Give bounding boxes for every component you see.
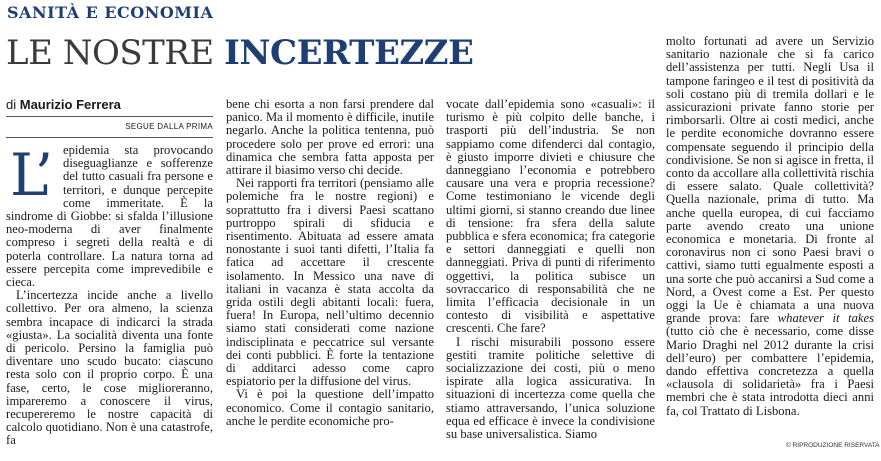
author-name: Maurizio Ferrera — [19, 97, 121, 112]
paragraph: Nei rapporti fra territori (pensiamo alle polemiche fra le nostre regioni) e soprattutto fra i diversi Paesi scattano purtroppo spirali di sfiducia e risentimento. Abituata ad essere amata nonostante i suoi tanti difetti, l’Italia fa fatica ad accettare il crescente isolamento. In Messico una nave di italiani in vacanza è stata accolta da grida ostili degli abitanti locali: fuera, fuera! In Europa, nell’ultimo decennio siamo stati considerati come nazione indisciplinata e peccatrice sul versante dei conti pubblici. È forte la tentazione di additarci adesso come capro espiatorio per la diffusione del virus. — [226, 176, 434, 389]
headline-part2: INCERTEZZE — [224, 33, 474, 73]
byline — [6, 97, 213, 112]
article-column-1 — [6, 144, 213, 454]
section-label: SANITÀ E ECONOMIA — [7, 3, 214, 22]
paragraph-text: (tutto ciò che è necessario, come disse Mario Draghi nel 2012 durante la crisi dell’euro) per combattere l’epidemia, dando effettiva concretezza a quella «clausola di solidarietà» fra i Paesi membri che è stata introdotta dieci anni fa, col Trattato di Lisbona. — [666, 324, 874, 418]
headline-part1: LE NOSTRE — [6, 33, 225, 73]
byline-rule-top — [6, 116, 213, 117]
paragraph — [666, 35, 874, 418]
article-column-3 — [446, 98, 655, 454]
paragraph-text: molto fortunati ad avere un Servizio sanitario nazionale che si fa carico dell’assistenza per tutti. Negli Usa il tampone faringeo e il test di positività da soli costano più di tremila dollari e le assicurazioni private fanno storie per rimborsarli. Oltre ai costi medici, anche le perdite economiche dovranno essere compensate seguendo il principio della condivisione. Se non si agisce in fretta, il conto da accollare alla collettività rischia di essere salato. Quale collettività? Quella nazionale, prima di tutto. Ma anche quella europea, di cui facciamo parte avendo creato una unione economica e monetaria. Di fronte al coronavirus non ci sono Paesi bravi o cattivi, siamo tutti egualmente esposti a una sorte che può accanirsi a Sud come a Nord, a Ovest come a Est. Per questo oggi la Ue è chiamata a una nuova grande prova: fare — [666, 35, 874, 326]
paragraph: I rischi misurabili possono essere gestiti tramite politiche selettive di socializzazione dei costi, più o meno ispirate alla logica assicurativa. In situazioni di incertezza come quella che stiamo attraversando, l’unica soluzione equa ed efficace è invece la condivisione su base universalistica. Siamo — [446, 334, 655, 442]
article-column-2 — [226, 98, 434, 454]
headline — [6, 33, 473, 73]
copyright-notice: © RIPRODUZIONE RISERVATA — [786, 442, 880, 449]
byline-rule-bottom — [6, 137, 213, 138]
paragraph — [6, 144, 213, 289]
drop-cap: L’ — [10, 144, 54, 209]
paragraph: bene chi esorta a non farsi prendere dal panico. Ma il momento è difficile, inutile negarlo. Anche la politica tentenna, può procedere solo per prove ed errori: una dinamica che sembra fatta apposta per attirare il biasimo verso chi decide. — [226, 98, 434, 178]
paragraph-text: epidemia sta provocando diseguaglianze e sofferenze del tutto casuali fra persone e territori, e dunque percepite come immeritate. È la sindrome di Giobbe: si sfalda l’illusione neo-moderna di aver finalmente compreso i segreti della realtà e di poterla controllare. La natura torna ad essere percepita come imprevedibile e cieca. — [6, 144, 213, 290]
article-column-4 — [666, 35, 874, 440]
byline-prefix: di — [6, 97, 20, 112]
paragraph: L’incertezza incide anche a livello collettivo. Per ora almeno, la scienza sembra incapace di indicarci la strada «giusta». La socialità diventa una fonte di pericolo. Persino la famiglia può diventare uno scudo bucato: ciascuno resta solo con il proprio corpo. È una fase, certo, le cose miglioreranno, impareremo a conoscere il virus, recupereremo le nostre capacità di calcolo quotidiano. Non è una catastrofe, fa — [6, 288, 213, 448]
paragraph: vocate dall’epidemia sono «casuali»: il turismo è più colpito delle banche, i trasporti più dell’industria. Se non sappiamo come difenderci dal contagio, è giusto imporre divieti e chiusure che danneggiano l’economia e potrebbero causare una vera e propria recessione? Come testimoniano le vicende degli ultimi giorni, si stanno creando due linee di tensione: fra sfera della salute pubblica e sfera economica; fra categorie e settori danneggiati e quelli non danneggiati. Priva di punti di riferimento oggettivi, la politica subisce un sovraccarico di responsabilità che ne limita l’efficacia decisionale in un contesto di visibilità e aspettative crescenti. Che fare? — [446, 98, 655, 336]
emphasis-text: whatever it takes — [777, 311, 874, 326]
continued-label: SEGUE DALLA PRIMA — [125, 122, 213, 131]
paragraph: Vi è poi la questione dell’impatto economico. Come il contagio sanitario, anche le perdite economiche pro- — [226, 387, 434, 428]
